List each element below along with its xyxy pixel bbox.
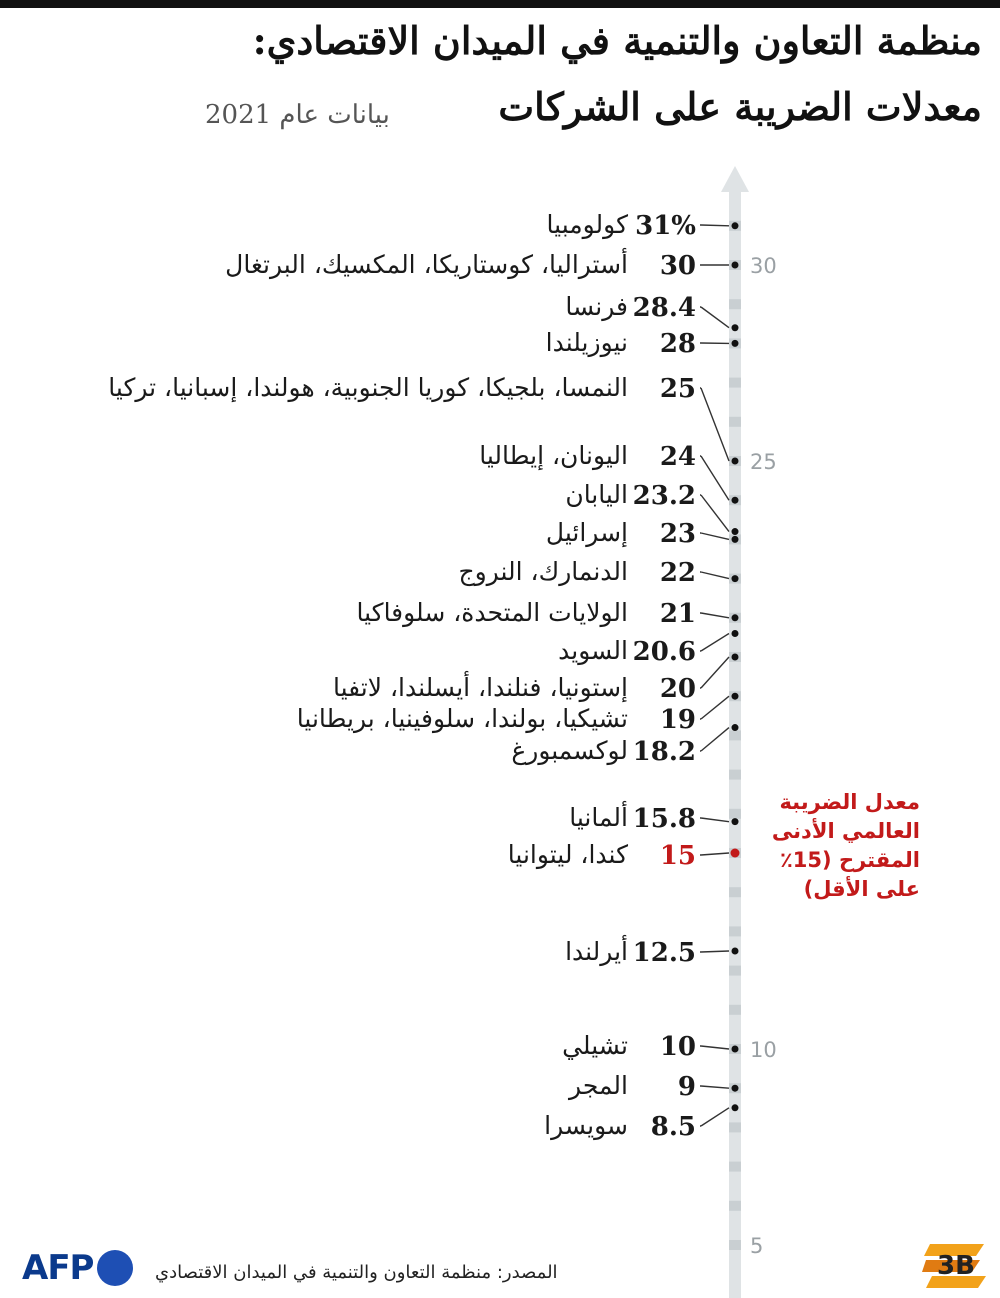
- corner-logo-icon: [922, 1236, 992, 1291]
- axis-tick-label: 30: [750, 254, 777, 278]
- leader-line: [701, 633, 729, 651]
- axis-stripe: [729, 730, 741, 740]
- data-point: [562, 1031, 738, 1062]
- leader-line: [701, 533, 729, 539]
- data-point: [508, 840, 740, 871]
- point-country-label: لوكسمبورغ: [511, 736, 628, 765]
- point-country-label: السويد: [558, 636, 628, 665]
- axis-stripe: [729, 809, 741, 819]
- leader-line: [701, 307, 729, 328]
- point-value-label: 18.2: [632, 737, 696, 767]
- data-point: [547, 210, 739, 241]
- leader-line: [701, 696, 729, 719]
- point-marker: [732, 340, 739, 347]
- point-value-label: 28.4: [632, 293, 696, 323]
- source-note: المصدر: منظمة التعاون والتنمية في الميدان الاقتصادي: [155, 1262, 558, 1283]
- point-value-label: 20.6: [632, 637, 696, 667]
- point-marker: [732, 528, 739, 535]
- point-country-label: تشيكيا، بولندا، سلوفينيا، بريطانيا: [296, 704, 628, 733]
- point-marker: [732, 818, 739, 825]
- leader-line: [701, 1086, 729, 1088]
- data-point: [225, 247, 738, 281]
- point-value-label: 31%: [635, 211, 696, 241]
- leader-line: [701, 951, 729, 952]
- leader-line: [701, 1108, 729, 1126]
- point-country-label: النمسا، بلجيكا، كوريا الجنوبية، هولندا، إسبانيا، تركيا: [108, 373, 628, 402]
- point-country-label: نيوزيلندا: [545, 328, 628, 357]
- point-country-label: فرنسا: [565, 292, 628, 321]
- point-value-label: 25: [659, 374, 696, 404]
- axis-stripe: [729, 1005, 741, 1015]
- axis-tick-label: 25: [750, 450, 777, 474]
- leader-line: [701, 225, 729, 226]
- axis-tick-label: 10: [750, 1038, 777, 1062]
- leader-line: [701, 572, 729, 579]
- data-point: [565, 934, 738, 968]
- point-marker: [732, 324, 739, 331]
- point-value-label: 12.5: [632, 938, 696, 968]
- point-value-label: 8.5: [650, 1112, 696, 1142]
- axis-stripe: [729, 887, 741, 897]
- point-country-label: كولومبيا: [546, 210, 628, 239]
- data-point: [108, 373, 738, 465]
- axis-tick-label: 5: [750, 1234, 764, 1258]
- leader-line: [701, 728, 729, 751]
- point-country-label: الولايات المتحدة، سلوفاكيا: [356, 598, 628, 627]
- data-point: [567, 1071, 738, 1102]
- data-point: [357, 598, 739, 629]
- afp-logo-dot: [97, 1250, 133, 1286]
- data-point: [546, 518, 739, 549]
- data-point: [569, 800, 738, 834]
- axis-stripe: [729, 1122, 741, 1132]
- point-country-label: سويسرا: [544, 1111, 628, 1140]
- point-value-label: 21: [659, 599, 696, 629]
- point-country-label: أستراليا، كوستاريكا، المكسيك، البرتغال: [225, 250, 628, 279]
- point-country-label: تشيلي: [562, 1031, 628, 1060]
- point-marker: [732, 575, 739, 582]
- point-value-label: 9: [677, 1072, 696, 1102]
- point-value-label: 19: [659, 705, 696, 735]
- min-tax-annotation: معدل الضريبة العالمي الأدنى المقترح (15٪ على الأقل): [771, 790, 920, 901]
- axis-stripe: [729, 770, 741, 780]
- point-marker: [732, 1104, 739, 1111]
- afp-logo-text: AFP: [22, 1248, 94, 1288]
- axis-stripe: [729, 966, 741, 976]
- axis-stripe: [729, 1201, 741, 1211]
- point-value-label: 15.8: [632, 804, 696, 834]
- leader-line: [701, 853, 729, 855]
- data-point: [558, 630, 738, 667]
- svg-text:3B: 3B: [937, 1251, 975, 1281]
- leader-line: [701, 613, 729, 618]
- point-value-label: 22: [659, 558, 696, 588]
- axis-stripe: [729, 926, 741, 936]
- point-marker: [732, 630, 739, 637]
- point-value-label: 20: [659, 674, 696, 704]
- data-points: [108, 210, 739, 1142]
- point-value-label: 15: [659, 841, 696, 871]
- point-marker: [732, 948, 739, 955]
- point-value-label: 30: [659, 251, 696, 281]
- chart-subtitle: بيانات عام 2021: [205, 100, 390, 130]
- axis-stripe: [729, 1240, 741, 1250]
- data-point: [544, 1104, 738, 1142]
- point-value-label: 23.2: [632, 481, 696, 511]
- afp-logo-icon: [22, 1248, 133, 1288]
- point-marker: [732, 458, 739, 465]
- point-marker: [732, 536, 739, 543]
- leader-line: [701, 818, 729, 822]
- point-marker: [732, 693, 739, 700]
- point-marker: [732, 222, 739, 229]
- point-value-label: 28: [659, 329, 696, 359]
- leader-line: [701, 456, 729, 500]
- point-value-label: 10: [659, 1032, 696, 1062]
- point-country-label: اليابان: [565, 480, 628, 509]
- point-marker: [732, 724, 739, 731]
- axis-stripe: [729, 299, 741, 309]
- chart-title-line2: معدلات الضريبة على الشركات: [498, 84, 982, 129]
- point-country-label: إستونيا، فنلندا، أيسلندا، لاتفيا: [332, 673, 628, 702]
- data-point: [546, 328, 739, 359]
- point-country-label: الدنمارك، النروج: [458, 557, 628, 586]
- leader-line: [701, 657, 729, 688]
- point-country-label: كندا، ليتوانيا: [507, 840, 628, 869]
- axis-stripe: [729, 1162, 741, 1172]
- point-marker: [732, 497, 739, 504]
- axis-arrow-icon: [721, 166, 749, 192]
- point-marker: [732, 1046, 739, 1053]
- axis-tick-labels: [750, 254, 777, 1258]
- point-marker: [732, 262, 739, 269]
- axis-stripe: [729, 378, 741, 388]
- point-marker: [731, 849, 740, 858]
- leader-line: [701, 495, 729, 532]
- data-point: [458, 557, 738, 588]
- point-country-label: ألمانيا: [569, 803, 628, 832]
- point-country-label: أيرلندا: [565, 937, 628, 966]
- point-marker: [732, 654, 739, 661]
- point-marker: [732, 614, 739, 621]
- point-value-label: 23: [659, 519, 696, 549]
- point-marker: [732, 1085, 739, 1092]
- point-country-label: اليونان، إيطاليا: [479, 441, 628, 470]
- point-country-label: المجر: [569, 1071, 628, 1100]
- leader-line: [701, 388, 729, 461]
- value-axis: [721, 166, 749, 1298]
- leader-line: [701, 1046, 729, 1049]
- point-country-label: إسرائيل: [545, 518, 628, 547]
- data-point: [565, 292, 738, 331]
- point-value-label: 24: [659, 442, 696, 472]
- chart-title-line1: منظمة التعاون والتنمية في الميدان الاقتصادي:: [252, 18, 982, 63]
- axis-stripe: [729, 417, 741, 427]
